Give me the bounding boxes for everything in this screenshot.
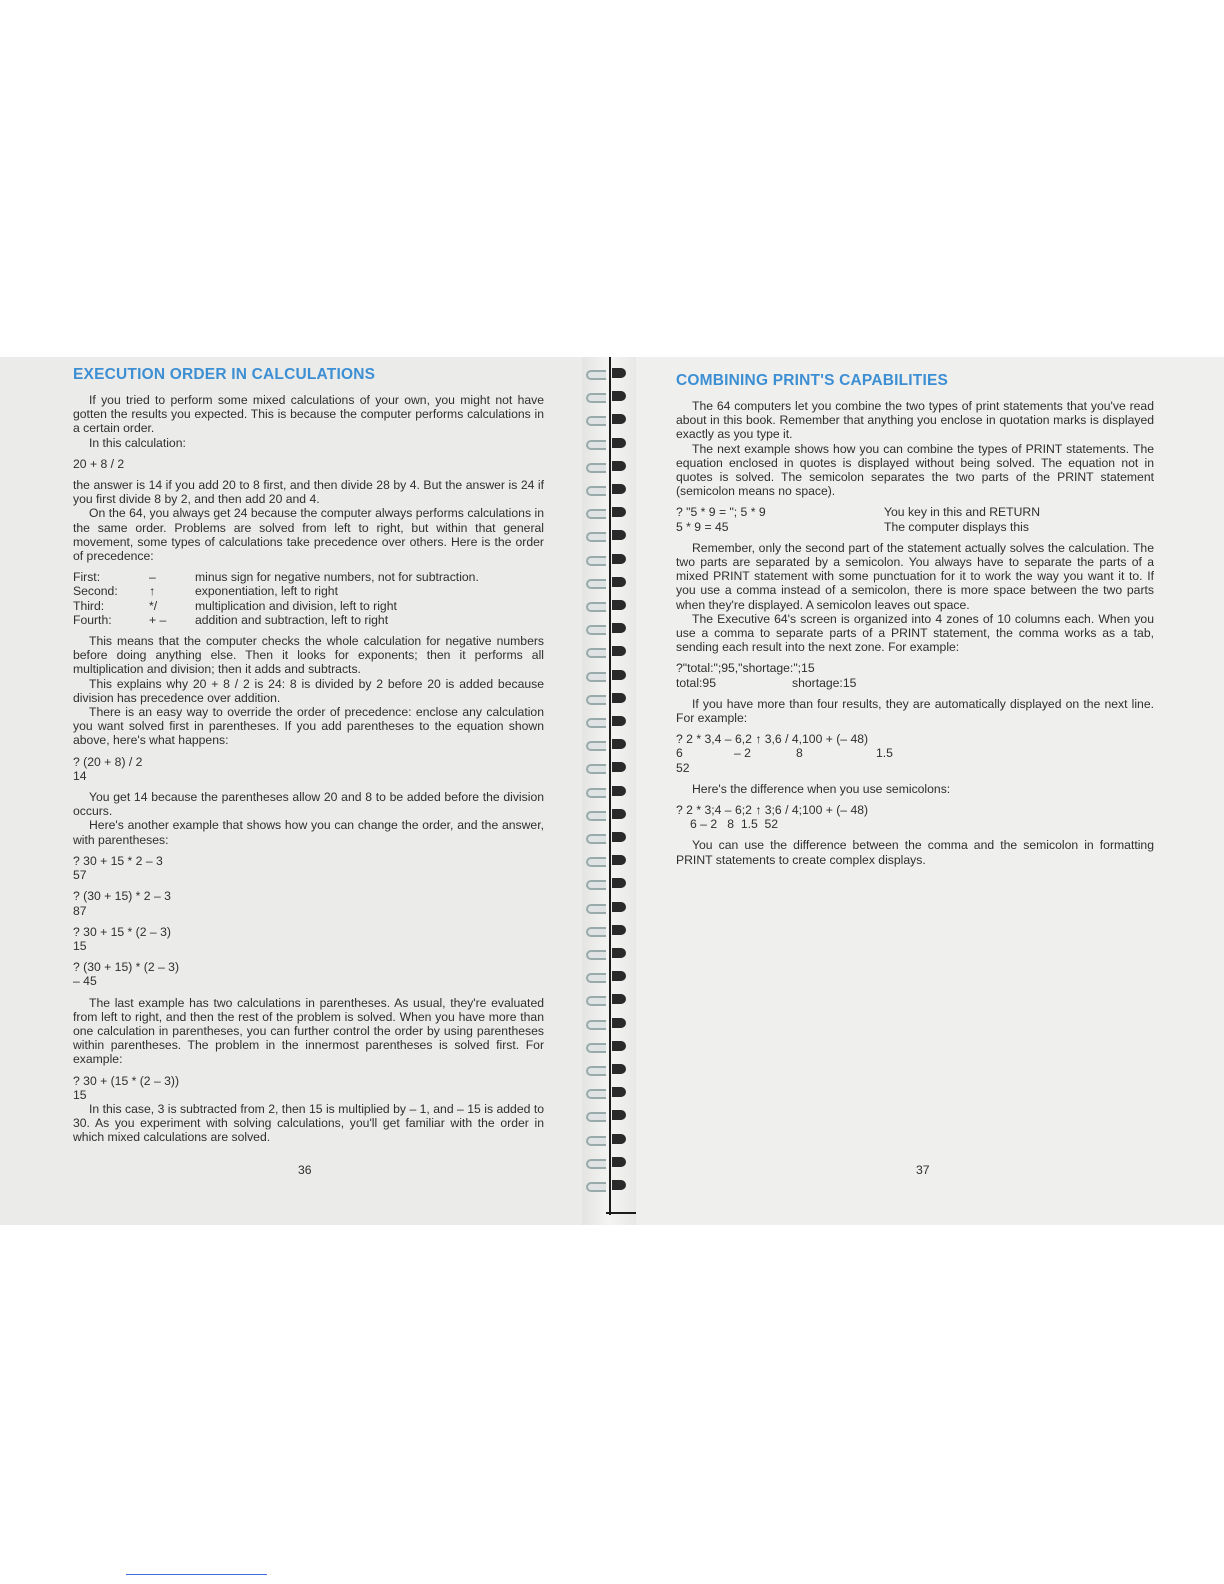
code-line: ? (20 + 8) / 2: [73, 754, 143, 769]
precedence-table: [73, 570, 544, 627]
precedence-row: [73, 599, 544, 613]
binding-ring: [582, 970, 636, 984]
paragraph: In this case, 3 is subtracted from 2, then 15 is multiplied by – 1, and – 15 is added to 30. As you experiment with solving calculations, you'll get familiar with the order in which mixed calculations are solved.: [73, 1101, 544, 1145]
paragraph: Here's the difference when you use semicolons:: [692, 781, 951, 796]
binding-ring: [582, 993, 636, 1007]
ring-hole: [612, 438, 626, 448]
ring-wire: [586, 1089, 606, 1099]
ring-hole: [612, 461, 626, 471]
binding-ring: [582, 506, 636, 520]
ring-hole: [612, 484, 626, 494]
ring-hole: [612, 971, 626, 981]
ring-wire: [586, 1182, 606, 1192]
code-line: ? 2 * 3;4 – 6;2 ↑ 3;6 / 4;100 + (– 48): [676, 803, 869, 818]
precedence-operator: */: [149, 598, 158, 613]
binding-ring: [582, 901, 636, 915]
code-line: ? 30 + 15 * (2 – 3): [73, 924, 171, 939]
ring-hole: [612, 1180, 626, 1190]
ring-hole: [612, 368, 626, 378]
code-result: 15: [73, 1087, 87, 1102]
ring-wire: [586, 764, 606, 774]
binding-ring: [582, 947, 636, 961]
ring-hole: [612, 1110, 626, 1120]
binding-ring: [582, 437, 636, 451]
paragraph: There is an easy way to override the order of precedence: enclose any calculation you want solved first in parentheses. If you add parentheses to the equation shown above, here's what happens:: [73, 705, 544, 748]
ring-wire: [586, 904, 606, 914]
ring-wire: [586, 973, 606, 983]
code-result: 87: [73, 903, 87, 918]
ring-wire: [586, 811, 606, 821]
right-page-title: COMBINING PRINT'S CAPABILITIES: [676, 372, 949, 389]
ring-hole: [612, 809, 626, 819]
binding-ring: [582, 1179, 636, 1193]
binding-ring: [582, 738, 636, 752]
binding-ring: [582, 669, 636, 683]
paragraph: On the 64, you always get 24 because the computer always performs calculations in the same order. Problems are solved from left to right, but within that general movement, some types of calculations take precedence over others. Here is the order of precedence:: [73, 506, 544, 564]
binding-ring: [582, 645, 636, 659]
precedence-description: addition and subtraction, left to right: [195, 612, 389, 627]
precedence-row: [73, 570, 544, 584]
binding-ring: [582, 1133, 636, 1147]
page-number: 36: [298, 1162, 312, 1177]
code-result: 52: [676, 760, 690, 775]
binding-ring: [582, 924, 636, 938]
precedence-order: Second:: [73, 584, 118, 599]
code-line: ? "5 * 9 = "; 5 * 9: [676, 505, 766, 520]
binding-ring: [582, 1156, 636, 1170]
left-page: [0, 357, 582, 1225]
precedence-operator: ↑: [149, 584, 156, 599]
ring-wire: [586, 393, 606, 403]
binding-ring: [582, 1040, 636, 1054]
code-note: You key in this and RETURN: [884, 505, 1041, 520]
binding-ring: [582, 785, 636, 799]
ring-hole: [612, 530, 626, 540]
code-line: ?"total:";95,"shortage:";15: [676, 661, 815, 676]
binding-ring: [582, 1086, 636, 1100]
precedence-description: minus sign for negative numbers, not for subtraction.: [195, 570, 479, 585]
paragraph: If you tried to perform some mixed calculations of your own, you might not have gotten the results you expected. This is because the computer performs calculations in a certain order.: [73, 393, 544, 436]
ring-wire: [586, 857, 606, 867]
ring-hole: [612, 646, 626, 656]
ring-wire: [586, 927, 606, 937]
ring-hole: [612, 994, 626, 1004]
precedence-description: multiplication and division, left to right: [195, 598, 397, 613]
ring-wire: [586, 741, 606, 751]
ring-hole: [612, 577, 626, 587]
code-result: 1.5: [876, 746, 893, 761]
left-page-title: EXECUTION ORDER IN CALCULATIONS: [73, 366, 376, 383]
code-row: [676, 676, 1154, 690]
paragraph: The next example shows how you can combine the types of PRINT statements. The equation enclosed in quotes is displayed without being solved. The equation not in quotes is solved. The semicolon separates the two parts of the PRINT statement (semicolon means no space).: [676, 441, 1154, 499]
underline-mark: [126, 1574, 267, 1575]
code-line: ? 30 + (15 * (2 – 3)): [73, 1073, 180, 1088]
ring-hole: [612, 507, 626, 517]
ring-wire: [586, 718, 606, 728]
code-result: 14: [73, 768, 87, 783]
ring-wire: [586, 1020, 606, 1030]
ring-hole: [612, 878, 626, 888]
paragraph: Remember, only the second part of the statement actually solves the calculation. The two parts are separated by a semicolon. You always have to separate the parts of a mixed PRINT statement with some punctuation for it to work the way you want it to. If you use a comma instead of a semicolon, there is more space between the two parts when they're displayed. A semicolon leaves out space.: [676, 540, 1154, 612]
binding-ring: [582, 460, 636, 474]
binding-ring: [582, 529, 636, 543]
ring-hole: [612, 1134, 626, 1144]
precedence-row: [73, 613, 544, 627]
ring-hole: [612, 739, 626, 749]
ring-hole: [612, 1064, 626, 1074]
ring-wire: [586, 1112, 606, 1122]
code-result: total:95: [676, 675, 716, 690]
ring-hole: [612, 1041, 626, 1051]
binding-ring: [582, 1063, 636, 1077]
code-row: [676, 520, 1154, 534]
code-line: ? 30 + 15 * 2 – 3: [73, 853, 163, 868]
ring-wire: [586, 834, 606, 844]
code-note: The computer displays this: [884, 519, 1029, 534]
ring-wire: [586, 625, 606, 635]
ring-hole: [612, 1087, 626, 1097]
precedence-operator: + –: [149, 612, 167, 627]
ring-wire: [586, 788, 606, 798]
ring-hole: [612, 391, 626, 401]
paragraph: The last example has two calculations in parentheses. As usual, they're evaluated from left to right, and then the rest of the problem is solved. When you have more than one calculation in parentheses, you can further control the order by using parentheses within parentheses. The problem in the innermost parentheses is solved first. For example:: [73, 995, 544, 1067]
ring-wire: [586, 416, 606, 426]
ring-wire: [586, 602, 606, 612]
ring-wire: [586, 1066, 606, 1076]
code-result: 6 – 2 8 1.5 52: [690, 817, 779, 832]
ring-hole: [612, 600, 626, 610]
paragraph: If you have more than four results, they are automatically displayed on the next line. For example:: [676, 696, 1154, 726]
paragraph: In this calculation:: [89, 435, 186, 450]
ring-hole: [612, 693, 626, 703]
ring-hole: [612, 786, 626, 796]
code-line: 20 + 8 / 2: [73, 456, 125, 471]
page-number: 37: [916, 1162, 930, 1177]
ring-wire: [586, 579, 606, 589]
paragraph: This explains why 20 + 8 / 2 is 24: 8 is divided by 2 before 20 is added because division has precedence over addition.: [73, 676, 544, 705]
precedence-order: First:: [73, 570, 101, 585]
binding-ring: [582, 877, 636, 891]
code-result: – 45: [73, 974, 97, 989]
binding-ring: [582, 553, 636, 567]
paragraph: The Executive 64's screen is organized into 4 zones of 10 columns each. When you use a comma to separate parts of a PRINT statement, the comma works as a tab, sending each result into the next zone. For example:: [676, 611, 1154, 655]
paragraph: the answer is 14 if you add 20 to 8 first, and then divide 28 by 4. But the answer is 24 if you first divide 8 by 2, and then add 20 and 4.: [73, 478, 544, 507]
code-result: 15: [73, 938, 87, 953]
ring-hole: [612, 832, 626, 842]
binding-ring: [582, 761, 636, 775]
ring-wire: [586, 996, 606, 1006]
binding-ring: [582, 576, 636, 590]
binding-ring: [582, 715, 636, 729]
code-line: ? (30 + 15) * 2 – 3: [73, 889, 171, 904]
binding-ring: [582, 1017, 636, 1031]
paragraph: This means that the computer checks the whole calculation for negative numbers before doing anything else. Then it looks for exponents; then it performs all multiplication and division; then it adds and subtracts.: [73, 634, 544, 677]
ring-wire: [586, 648, 606, 658]
right-page: [636, 357, 1224, 1225]
code-result: 8: [796, 746, 803, 761]
code-result: 57: [73, 868, 87, 883]
spiral-binding: [582, 357, 636, 1225]
ring-wire: [586, 370, 606, 380]
ring-wire: [586, 463, 606, 473]
ring-wire: [586, 950, 606, 960]
binding-ring: [582, 692, 636, 706]
book-spread: [0, 357, 1224, 1225]
ring-hole: [612, 1018, 626, 1028]
binding-ring: [582, 808, 636, 822]
ring-hole: [612, 716, 626, 726]
code-row: [676, 505, 1154, 519]
ring-hole: [612, 925, 626, 935]
code-line: ? 2 * 3,4 – 6,2 ↑ 3,6 / 4,100 + (– 48): [676, 732, 869, 747]
code-row: [676, 746, 1154, 760]
precedence-operator: –: [149, 570, 156, 585]
ring-hole: [612, 414, 626, 424]
ring-hole: [612, 670, 626, 680]
binding-ring: [582, 367, 636, 381]
binding-ring: [582, 831, 636, 845]
code-line: ? (30 + 15) * (2 – 3): [73, 960, 180, 975]
code-result: 6: [676, 746, 683, 761]
ring-wire: [586, 672, 606, 682]
binding-ring: [582, 622, 636, 636]
ring-wire: [586, 486, 606, 496]
binding-ring: [582, 1109, 636, 1123]
binding-ring: [582, 599, 636, 613]
precedence-order: Fourth:: [73, 612, 112, 627]
ring-hole: [612, 948, 626, 958]
ring-hole: [612, 762, 626, 772]
ring-hole: [612, 855, 626, 865]
ring-wire: [586, 440, 606, 450]
code-result: 5 * 9 = 45: [676, 519, 729, 534]
ring-wire: [586, 1136, 606, 1146]
binding-ring: [582, 483, 636, 497]
ring-hole: [612, 902, 626, 912]
precedence-row: [73, 584, 544, 598]
paragraph: The 64 computers let you combine the two types of print statements that you've read about in this book. Remember that anything you enclose in quotation marks is displayed exactly as you type it.: [676, 399, 1154, 442]
precedence-order: Third:: [73, 598, 105, 613]
precedence-description: exponentiation, left to right: [195, 584, 338, 599]
ring-wire: [586, 1043, 606, 1053]
binding-ring: [582, 413, 636, 427]
ring-hole: [612, 623, 626, 633]
code-result: – 2: [734, 746, 751, 761]
ring-hole: [612, 554, 626, 564]
ring-hole: [612, 1157, 626, 1167]
ring-wire: [586, 1159, 606, 1169]
paragraph: You can use the difference between the comma and the semicolon in formatting PRINT statements to create complex displays.: [676, 838, 1154, 867]
ring-wire: [586, 509, 606, 519]
ring-wire: [586, 556, 606, 566]
ring-wire: [586, 695, 606, 705]
code-result: shortage:15: [792, 675, 857, 690]
paragraph: You get 14 because the parentheses allow 20 and 8 to be added before the division occurs.: [73, 790, 544, 819]
paragraph: Here's another example that shows how you can change the order, and the answer, with parentheses:: [73, 818, 544, 847]
ring-wire: [586, 532, 606, 542]
ring-wire: [586, 880, 606, 890]
binding-ring: [582, 390, 636, 404]
binding-ring: [582, 854, 636, 868]
